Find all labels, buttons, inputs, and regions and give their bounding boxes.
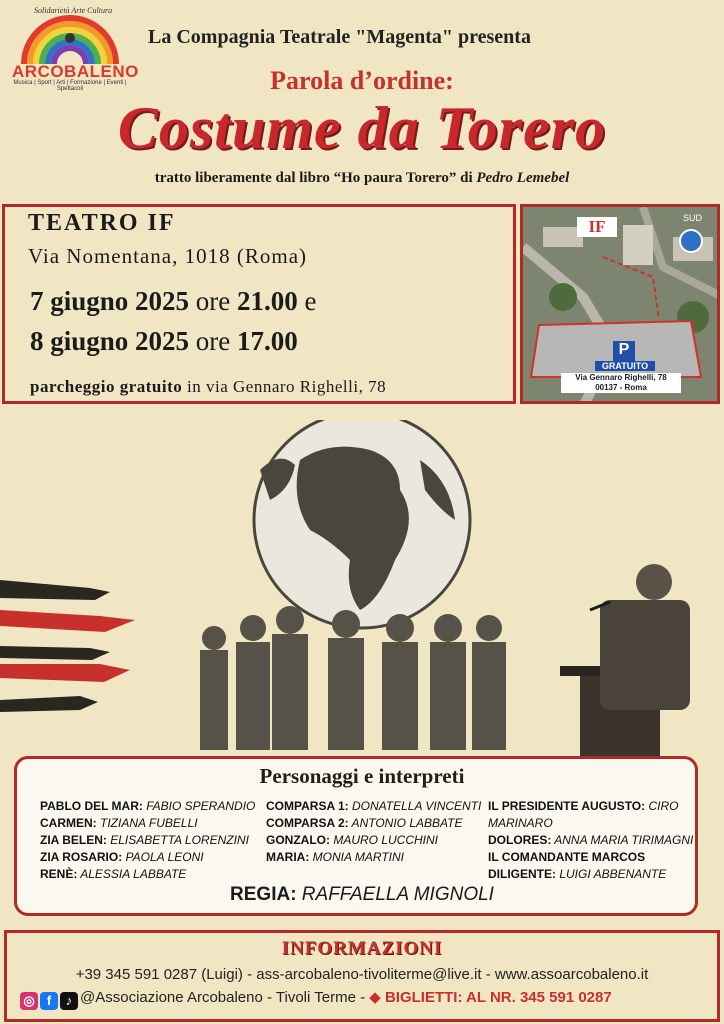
instagram-icon[interactable]: ◎ bbox=[20, 992, 38, 1010]
parking-info bbox=[30, 377, 386, 397]
cast-role: ZIA ROSARIO: bbox=[40, 850, 123, 864]
logo-tagline: Solidarietà Arte Cultura bbox=[34, 6, 113, 15]
social-handle: @Associazione Arcobaleno - Tivoli Terme - bbox=[80, 989, 370, 1006]
cast-role: PABLO DEL MAR: bbox=[40, 799, 143, 813]
info-title: INFORMAZIONI bbox=[281, 938, 443, 959]
map-parking-label: GRATUITO bbox=[595, 361, 655, 371]
map-parking-symbol: P bbox=[618, 341, 630, 358]
parking-address: in via Gennaro Righelli, 78 bbox=[182, 377, 387, 396]
date-first-ore: ore bbox=[189, 286, 238, 316]
cast-actor: LUIGI ABBENANTE bbox=[556, 867, 667, 881]
date-second-time: 17.00 bbox=[237, 326, 298, 356]
cast-role: IL COMANDANTE MARCOS bbox=[488, 850, 646, 864]
cast-actor: ANNA MARIA TIRIMAGNI bbox=[551, 833, 694, 847]
parking-bold: parcheggio gratuito bbox=[30, 377, 183, 396]
cast-role: GONZALO: bbox=[266, 833, 330, 847]
cast-actor: ANTONIO LABBATE bbox=[348, 816, 463, 830]
cast-role: DOLORES: bbox=[488, 833, 552, 847]
cast-role: MARIA: bbox=[266, 850, 310, 864]
cast-role: CARMEN: bbox=[40, 816, 97, 830]
cast-entry bbox=[40, 798, 270, 815]
cast-actor: DONATELLA VINCENTI bbox=[348, 799, 482, 813]
contact-line: +39 345 591 0287 (Luigi) - ass-arcobaleno-tivoliterme@live.it - www.assoarcobaleno.it bbox=[75, 966, 649, 983]
date-second-ore: ore bbox=[189, 326, 238, 356]
cast-role: COMPARSA 1: bbox=[266, 799, 349, 813]
cast-column-1 bbox=[40, 798, 270, 883]
cast-actor: ELISABETTA LORENZINI bbox=[106, 833, 249, 847]
cast-entry bbox=[488, 832, 694, 849]
raised-fists bbox=[0, 580, 135, 712]
cast-title: Personaggi e interpreti bbox=[259, 764, 465, 788]
cast-role: ZIA BELEN: bbox=[40, 833, 107, 847]
cast-role: IL PRESIDENTE AUGUSTO: bbox=[488, 799, 646, 813]
source-credit bbox=[0, 170, 724, 187]
illustration bbox=[0, 420, 724, 760]
cast-entry bbox=[40, 866, 270, 883]
date-first-day: 7 giugno 2025 bbox=[30, 286, 190, 316]
speaker-figure bbox=[560, 564, 690, 760]
logo-subtitle: Musica | Sport | Arti | Formazione | Eventi | Spettacoli bbox=[13, 80, 127, 92]
source-author: Pedro Lemebel bbox=[476, 170, 570, 186]
venue-address: Via Nomentana, 1018 (Roma) bbox=[28, 244, 308, 268]
cast-role: RENÈ: bbox=[40, 867, 78, 881]
source-prefix: tratto liberamente dal libro “Ho paura Torero” di bbox=[154, 170, 477, 186]
presenta-line: La Compagnia Teatrale "Magenta" presenta bbox=[148, 26, 531, 48]
cast-entry bbox=[266, 815, 488, 832]
cast-entry bbox=[488, 866, 694, 883]
cast-entry bbox=[266, 849, 488, 866]
tickets-line: BIGLIETTI: AL NR. 345 591 0287 bbox=[384, 989, 612, 1006]
map-compass-label: SUD bbox=[683, 213, 703, 223]
location-map bbox=[520, 204, 720, 404]
cast-entry bbox=[40, 815, 270, 832]
date-first bbox=[30, 286, 317, 317]
map-address-label bbox=[561, 373, 681, 393]
cast-actor: MAURO LUCCHINI bbox=[330, 833, 439, 847]
cast-actor: TIZIANA FUBELLI bbox=[96, 816, 198, 830]
date-second-day: 8 giugno 2025 bbox=[30, 326, 190, 356]
cast-entry bbox=[488, 849, 694, 866]
cast-actor: CIRO MARINARO bbox=[488, 799, 679, 830]
soldiers-silhouettes bbox=[200, 606, 506, 750]
director-label: REGIA: bbox=[230, 884, 297, 905]
cast-actor: PAOLA LEONI bbox=[122, 850, 204, 864]
social-line bbox=[20, 988, 612, 1010]
venue-name: TEATRO IF bbox=[28, 210, 176, 236]
cast-entry bbox=[40, 849, 270, 866]
cast-entry bbox=[40, 832, 270, 849]
cast-actor: ALESSIA LABBATE bbox=[77, 867, 187, 881]
subtitle: Parola d’ordine: bbox=[270, 66, 454, 95]
director-credit bbox=[0, 884, 724, 906]
map-address-line1: Via Gennaro Righelli, 78 bbox=[575, 373, 667, 382]
date-second bbox=[30, 326, 298, 357]
show-title: Costume da Torero bbox=[117, 95, 607, 161]
cast-entry bbox=[266, 832, 488, 849]
facebook-icon[interactable]: f bbox=[40, 992, 58, 1010]
map-if-label: IF bbox=[577, 217, 617, 237]
date-first-and: e bbox=[297, 286, 317, 316]
logo-name: ARCOBALENO bbox=[12, 62, 139, 81]
ticket-icon: ◆ bbox=[369, 989, 385, 1006]
cast-actor: MONIA MARTINI bbox=[309, 850, 404, 864]
director-name: RAFFAELLA MIGNOLI bbox=[296, 884, 494, 905]
globe-icon bbox=[254, 420, 470, 628]
date-first-time: 21.00 bbox=[237, 286, 298, 316]
cast-entry bbox=[266, 798, 488, 815]
cast-column-2 bbox=[266, 798, 488, 866]
tiktok-icon[interactable]: ♪ bbox=[60, 992, 78, 1010]
cast-column-3 bbox=[488, 798, 694, 883]
cast-role: COMPARSA 2: bbox=[266, 816, 349, 830]
cast-role: DILIGENTE: bbox=[488, 867, 556, 881]
map-address-line2: 00137 - Roma bbox=[595, 383, 647, 392]
cast-actor: FABIO SPERANDIO bbox=[142, 799, 256, 813]
cast-entry bbox=[488, 798, 694, 832]
